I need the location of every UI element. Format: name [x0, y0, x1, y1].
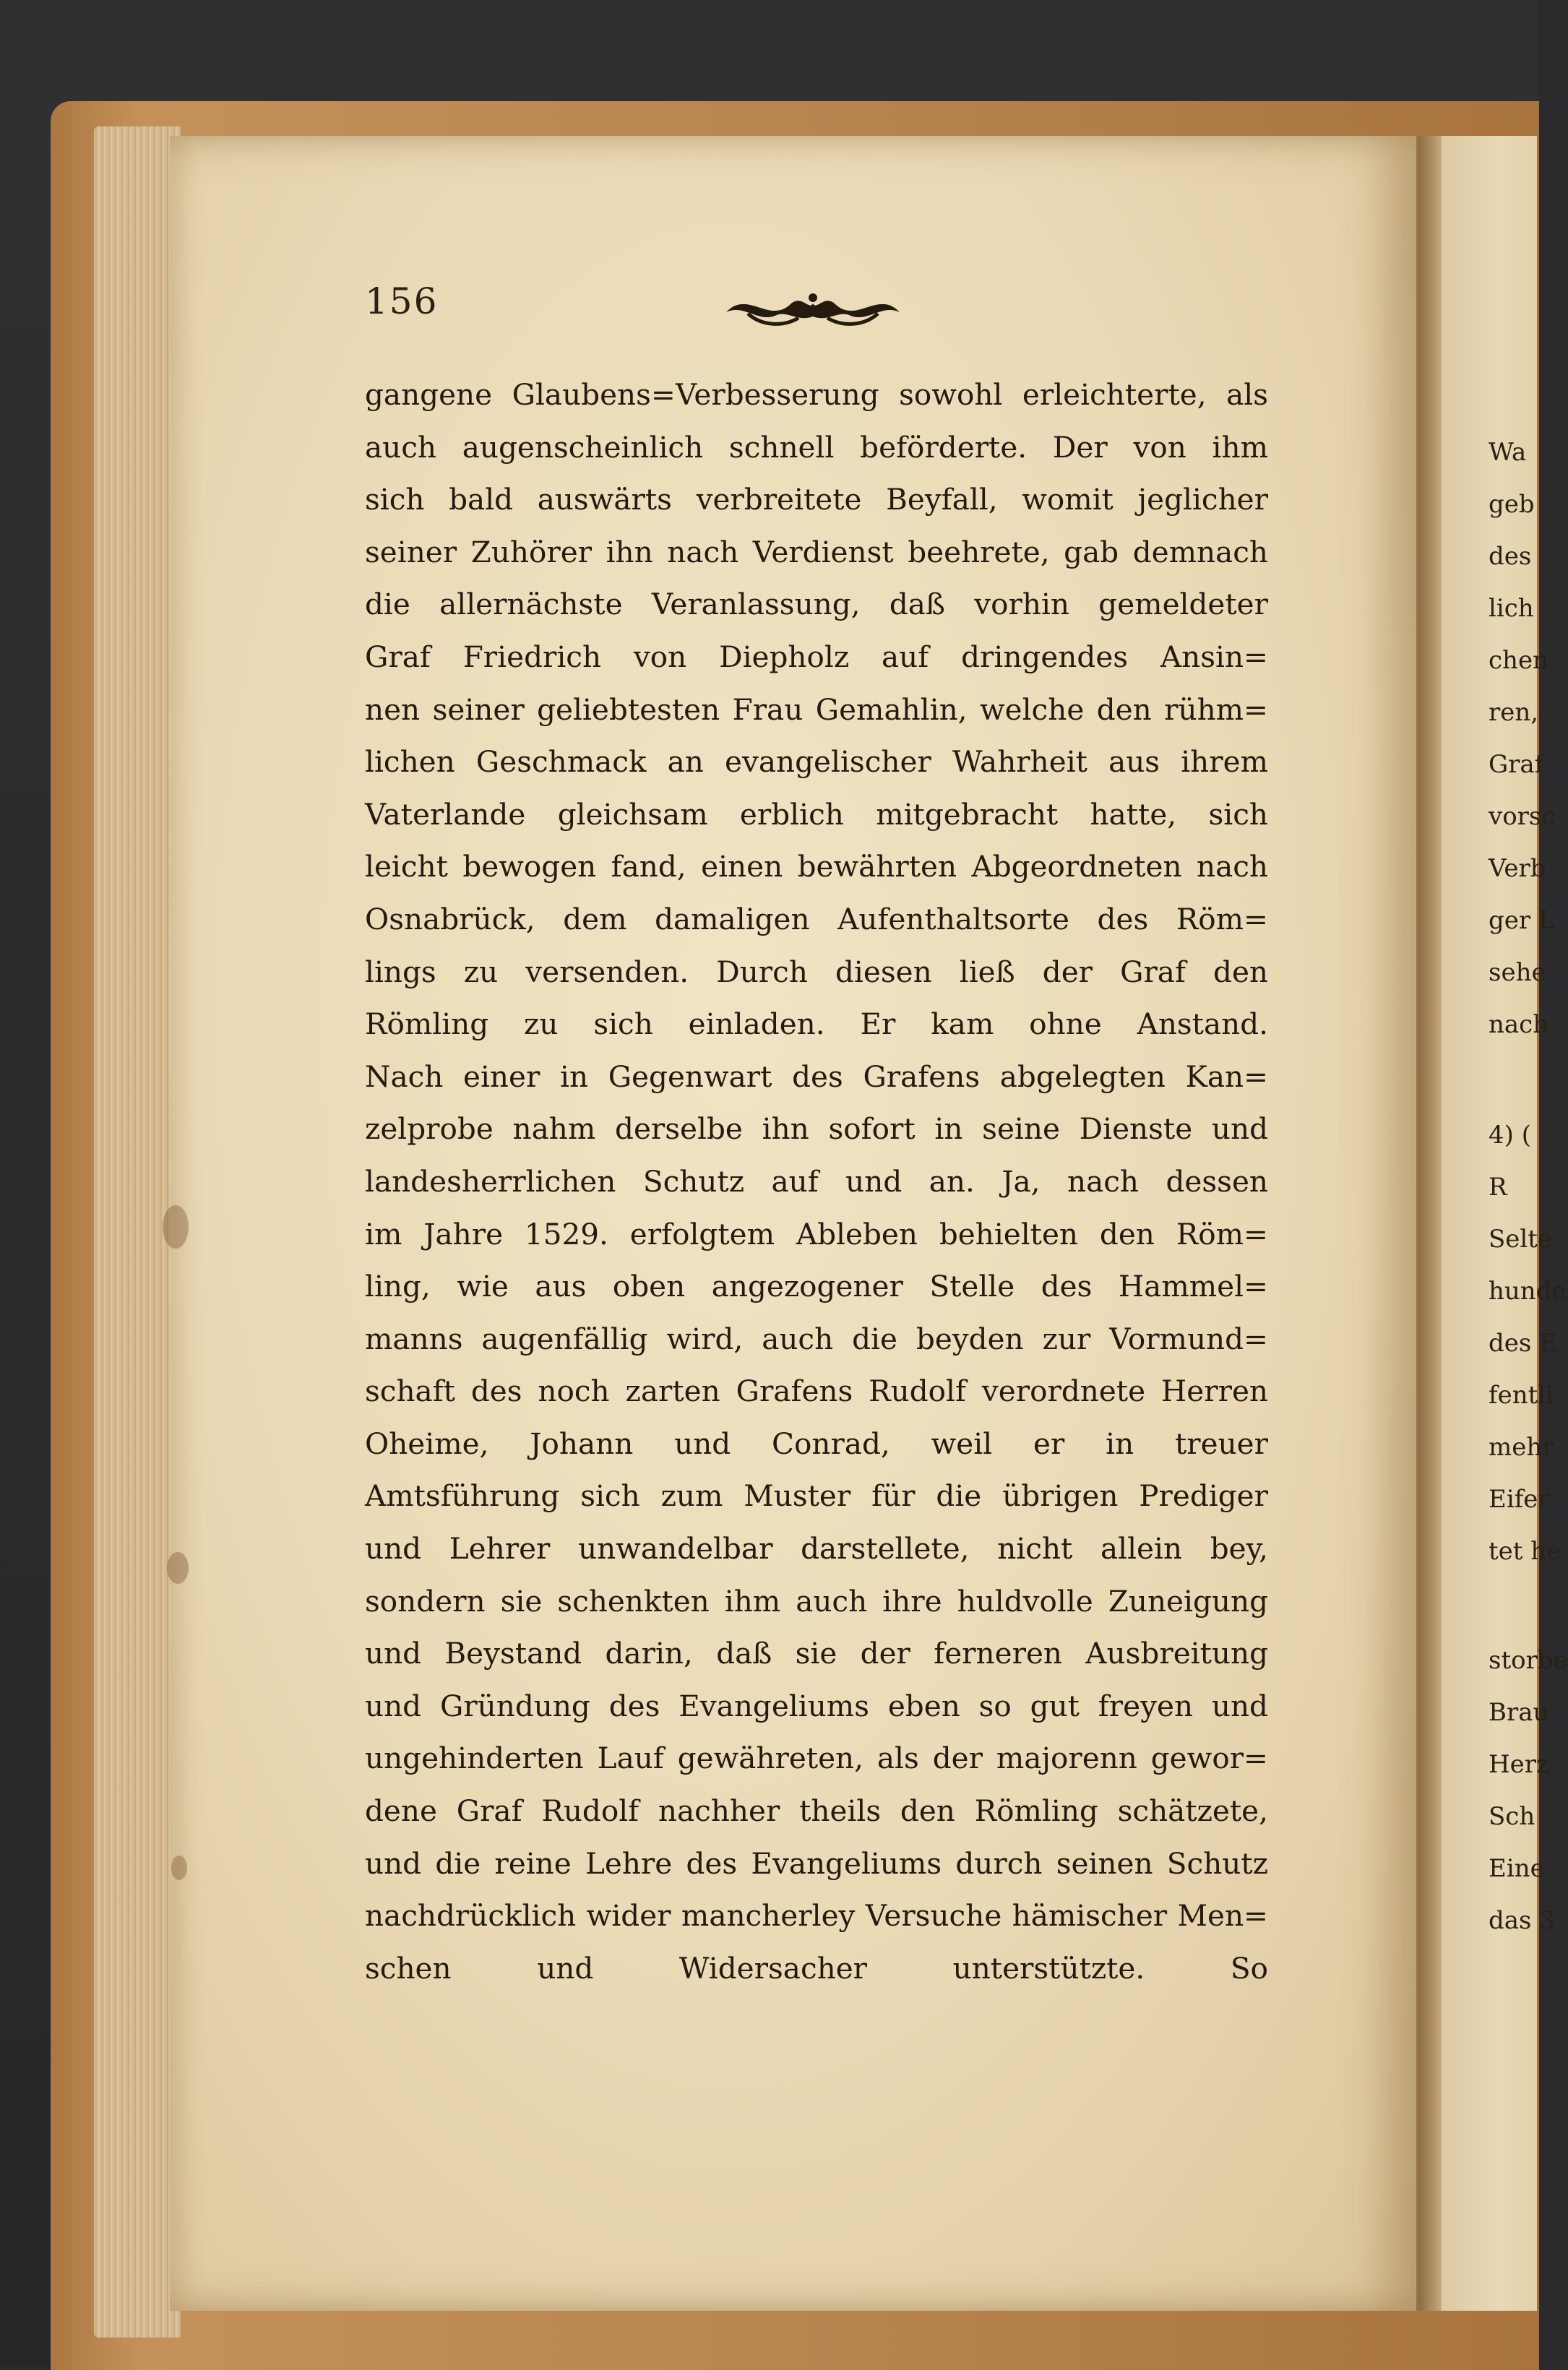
- text-line: landesherrlichen Schutz auf und an. Ja, nach dessen: [365, 1163, 1268, 1199]
- text-line: nen seiner geliebtesten Frau Gemahlin, welche den rühm=: [365, 691, 1268, 727]
- facing-line: das 3: [1489, 1906, 1555, 1935]
- text-line: dene Graf Rudolf nachher theils den Römling schätzete,: [365, 1793, 1268, 1829]
- facing-line: R: [1489, 1173, 1507, 1202]
- text-line: und Lehrer unwandelbar darstellete, nicht allein bey,: [365, 1531, 1268, 1567]
- text-line: Graf Friedrich von Diepholz auf dringendes Ansin=: [365, 639, 1268, 674]
- facing-line: nach: [1489, 1010, 1549, 1039]
- facing-line: des: [1489, 542, 1532, 571]
- text-line: Nach einer in Gegenwart des Grafens abgelegten Kan=: [365, 1059, 1268, 1094]
- facing-line: tet he: [1489, 1537, 1561, 1566]
- facing-line: sehe: [1489, 958, 1546, 987]
- facing-line: vorsc: [1489, 802, 1556, 831]
- facing-line: geb: [1489, 490, 1535, 519]
- text-line: und Beystand darin, daß sie der ferneren Ausbreitung: [365, 1636, 1268, 1671]
- facing-line: fentli: [1489, 1381, 1554, 1410]
- foxing-stain: [167, 1552, 189, 1584]
- facing-line: Verb: [1489, 854, 1546, 883]
- body-text: [365, 369, 1268, 1994]
- text-line: ling, wie aus oben angezogener Stelle des Hammel=: [365, 1269, 1268, 1304]
- text-line: schaft des noch zarten Grafens Rudolf verordnete Herren: [365, 1374, 1268, 1409]
- text-line: lichen Geschmack an evangelischer Wahrheit aus ihrem: [365, 744, 1268, 780]
- facing-line: Sch: [1489, 1802, 1535, 1831]
- facing-line: Wa: [1489, 438, 1527, 467]
- text-line: gangene Glaubens=Verbesserung sowohl erleichterte, als: [365, 377, 1268, 412]
- facing-line: mehr: [1489, 1433, 1554, 1462]
- text-line: seiner Zuhörer ihn nach Verdienst beehrete, gab demnach: [365, 534, 1268, 569]
- text-line: Oheime, Johann und Conrad, weil er in treuer: [365, 1426, 1268, 1461]
- page-number: 156: [365, 280, 439, 322]
- facing-page: [1438, 136, 1568, 2311]
- text-line: und die reine Lehre des Evangeliums durch seinen Schutz: [365, 1845, 1268, 1881]
- text-line: manns augenfällig wird, auch die beyden zur Vormund=: [365, 1321, 1268, 1356]
- text-line: Römling zu sich einladen. Er kam ohne Anstand.: [365, 1007, 1268, 1042]
- text-line: lings zu versenden. Durch diesen ließ der Graf den: [365, 954, 1268, 989]
- text-line: Amtsführung sich zum Muster für die übrigen Prediger: [365, 1478, 1268, 1514]
- text-line: die allernächste Veranlassung, daß vorhin gemeldeter: [365, 587, 1268, 622]
- text-line: im Jahre 1529. erfolgtem Ableben behielten den Röm=: [365, 1216, 1268, 1251]
- foxing-stain: [171, 1856, 187, 1880]
- text-line: Osnabrück, dem damaligen Aufenthaltsorte des Röm=: [365, 901, 1268, 936]
- facing-line: 4) (: [1489, 1121, 1531, 1150]
- facing-line: Selte: [1489, 1225, 1553, 1254]
- facing-line: Eine: [1489, 1854, 1545, 1883]
- facing-line: hunde: [1489, 1277, 1567, 1306]
- text-line: ungehinderten Lauf gewähreten, als der majorenn gewor=: [365, 1741, 1268, 1776]
- text-line: zelprobe nahm derselbe ihn sofort in seine Dienste und: [365, 1111, 1268, 1147]
- text-line: nachdrücklich wider mancherley Versuche hämischer Men=: [365, 1898, 1268, 1934]
- facing-line: lich: [1489, 594, 1534, 623]
- text-line: auch augenscheinlich schnell beförderte. Der von ihm: [365, 429, 1268, 465]
- facing-line: Herz: [1489, 1750, 1549, 1779]
- text-line: Vaterlande gleichsam erblich mitgebracht hatte, sich: [365, 796, 1268, 832]
- facing-line: ger L: [1489, 906, 1555, 935]
- facing-line: ren,: [1489, 698, 1539, 727]
- foxing-stain: [163, 1205, 189, 1249]
- text-line: und Gründung des Evangeliums eben so gut freyen und: [365, 1688, 1268, 1723]
- facing-line: Brau: [1489, 1698, 1549, 1727]
- facing-line: Eifer: [1489, 1485, 1550, 1514]
- text-line: sondern sie schenkten ihm auch ihre huldvolle Zuneigung: [365, 1583, 1268, 1619]
- facing-line: storbe: [1489, 1646, 1568, 1675]
- text-line: leicht bewogen fand, einen bewährten Abgeordneten nach: [365, 849, 1268, 884]
- text-line: sich bald auswärts verbreitete Beyfall, womit jeglicher: [365, 482, 1268, 517]
- printer-ornament-icon: [719, 282, 907, 332]
- facing-line: chen: [1489, 646, 1548, 675]
- facing-line: des E: [1489, 1329, 1557, 1358]
- text-line: schen und Widersacher unterstützte. So: [365, 1950, 1268, 1986]
- facing-line: Graf: [1489, 750, 1544, 779]
